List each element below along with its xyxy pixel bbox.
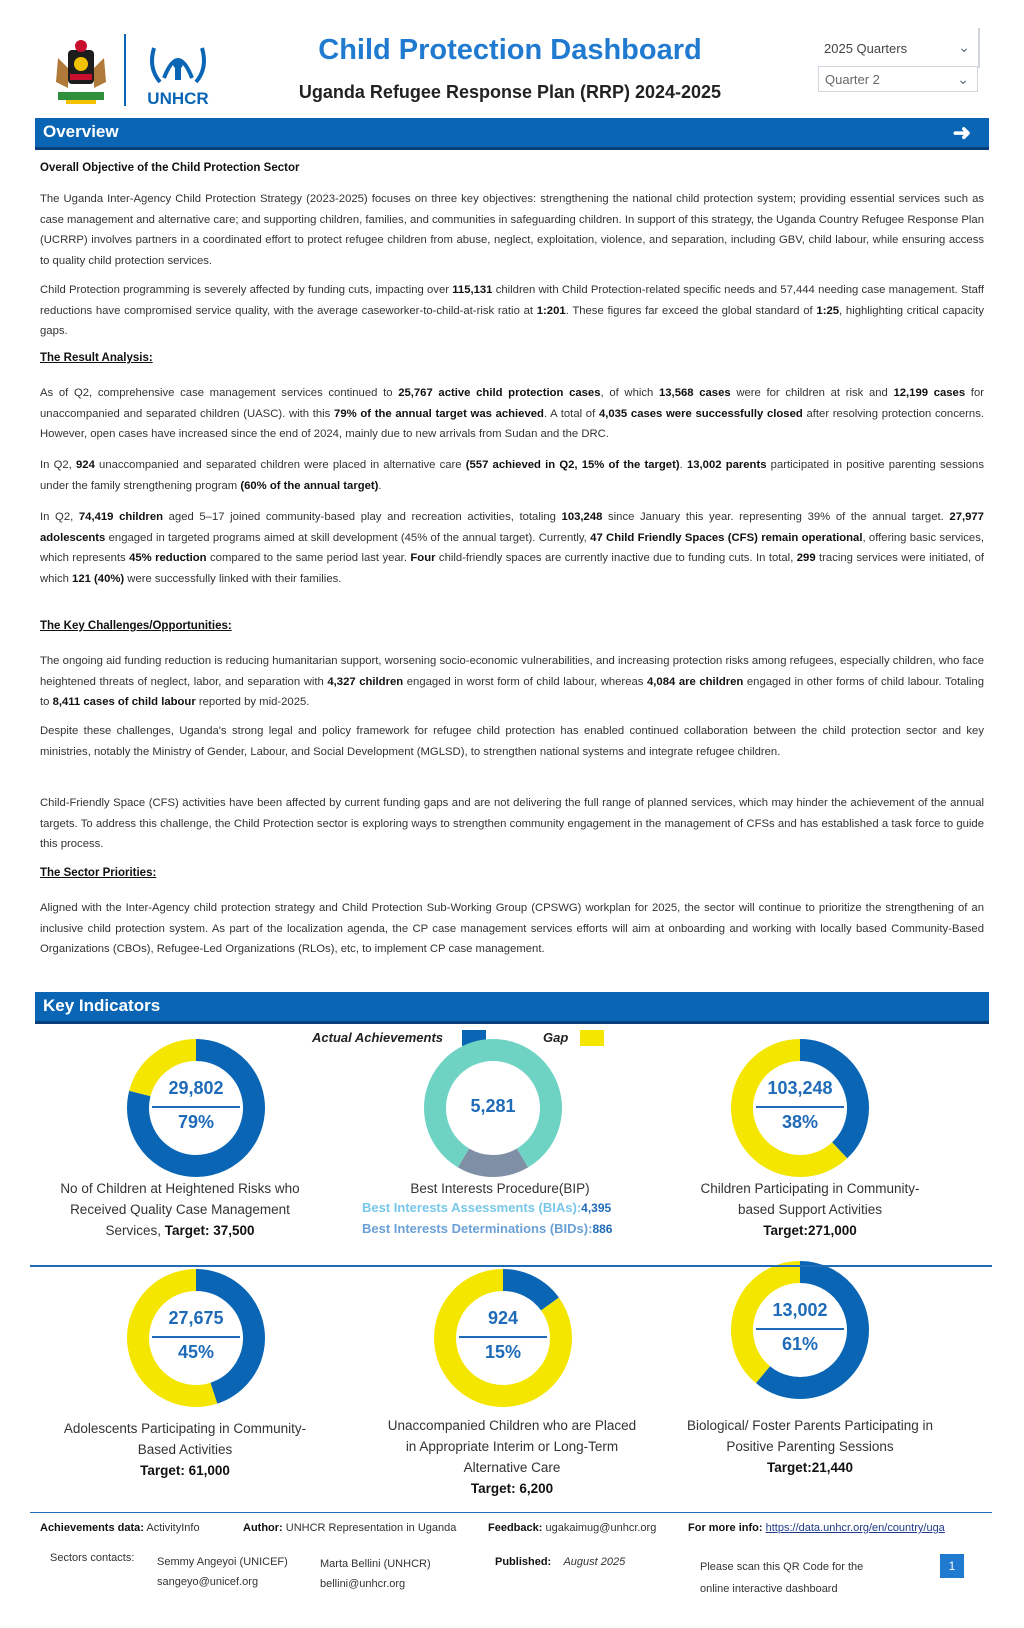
uganda-coat-of-arms-icon (50, 38, 112, 106)
text-bold: 1:25 (816, 304, 840, 317)
result-paragraph-2 (40, 455, 984, 496)
donut-indicator-6 (720, 1250, 880, 1410)
text-bold: 27,977 adolescents (40, 511, 984, 544)
text-bold: 1:201 (536, 304, 566, 317)
bid-label: Best Interests Determinations (BIDs): (362, 1221, 593, 1236)
donut-svg (116, 1258, 276, 1418)
footer-label: Feedback: (488, 1522, 543, 1534)
challenges-paragraph-3: Child-Friendly Space (CFS) activities have been affected by current funding gaps and are not delivering the full range of planned services, which may hinder the achievement of the annual targets. To address this challenge, the Child Protection sector is exploring ways to strengthen community engagement in the management of CFSs and has established a task force to guide this process. (40, 797, 984, 850)
bia-label: Best Interests Assessments (BIAs): (362, 1200, 582, 1215)
more-info (688, 1522, 945, 1534)
text: after resolving protection concerns. However, open cases have increased since the end of 2024, mainly due to new arrivals from Sudan and the DRC. (40, 407, 984, 440)
donut-value: 5,281 (470, 1096, 516, 1116)
bid-line (362, 1221, 612, 1236)
text-bold: 74,419 children (78, 511, 164, 523)
footer-value[interactable]: ugakaimug@unhcr.org (545, 1522, 657, 1534)
donut-value: 29,802 (168, 1078, 224, 1098)
donut-indicator-1 (116, 1028, 276, 1188)
text: reported by mid-2025. (195, 696, 310, 708)
indicator-6-caption (660, 1415, 960, 1478)
logo-divider (124, 34, 126, 106)
donut-value: 27,675 (168, 1308, 224, 1328)
text: aged 5–17 joined community-based play and recreation activities, totaling (163, 511, 562, 523)
caption-line: Biological/ Foster Parents Participating in (686, 1418, 934, 1433)
text: child-friendly spaces are currently inactive due to funding cuts. In total, (435, 552, 797, 564)
text: were for children at risk and (730, 387, 894, 399)
unhcr-laurel-icon (140, 38, 216, 88)
text: , offering basic services, which represents (40, 531, 984, 564)
caption-line: Adolescents Participating in Community- (63, 1421, 307, 1436)
overview-section-title: Overview (43, 122, 119, 141)
bia-line (362, 1200, 611, 1215)
feedback (488, 1522, 656, 1534)
result-paragraph-3 (40, 507, 984, 589)
donut-svg (116, 1028, 276, 1188)
footer-label: Published: (495, 1556, 552, 1568)
text-bold: 13,568 cases (658, 387, 731, 399)
target-value: 6,200 (519, 1481, 554, 1496)
donut-achieved-segment (800, 1050, 858, 1150)
key-indicators-title: Key Indicators (43, 996, 161, 1015)
donut-divider (459, 1336, 547, 1338)
footer-label: Achievements data: (40, 1522, 144, 1534)
text-bold: 4,327 children (327, 675, 404, 688)
donut-value: 13,002 (772, 1300, 828, 1320)
caption-line: No of Children at Heightened Risks who (60, 1181, 300, 1196)
text-bold: 924 (76, 459, 95, 471)
donut-divider (152, 1336, 240, 1338)
donut-indicator-3 (720, 1028, 880, 1188)
text: . A total of (543, 407, 599, 420)
text: . (679, 459, 687, 471)
donut-divider (756, 1328, 844, 1330)
objective-heading: Overall Objective of the Child Protection Sector (40, 162, 300, 174)
donut-value: 924 (487, 1308, 519, 1328)
contact-email[interactable]: sangeyo@unicef.org (157, 1576, 259, 1588)
footer-value: ActivityInfo (146, 1522, 200, 1534)
donut-svg (720, 1028, 880, 1188)
qr-note (700, 1556, 863, 1600)
donut-divider (152, 1106, 240, 1108)
footer-label: Author: (243, 1522, 283, 1534)
text: As of Q2, comprehensive case management services continued to (40, 387, 399, 399)
text-bold: 4,084 are children (646, 675, 744, 688)
donut-indicator-5 (423, 1258, 583, 1418)
arrow-right-icon[interactable]: ➜ (952, 120, 971, 145)
result-heading: The Result Analysis: (40, 352, 153, 364)
contact-2 (320, 1554, 431, 1594)
donut-achieved-segment (503, 1280, 550, 1304)
donut-percent: 45% (177, 1342, 215, 1362)
unhcr-logo-text: UNHCR (147, 89, 209, 108)
target-value: 61,000 (188, 1463, 230, 1478)
qr-note-line: Please scan this QR Code for the (700, 1561, 864, 1573)
key-indicators-section-bar (35, 992, 989, 1024)
text-bold: (60% of the annual target) (240, 479, 379, 492)
contact-name: Marta Bellini (UNHCR) (320, 1558, 431, 1570)
indicators-divider (30, 1265, 992, 1267)
footer-divider (30, 1512, 992, 1513)
text-bold: 45% reduction (129, 552, 207, 564)
objective-paragraph: The Uganda Inter-Agency Child Protection Strategy (2023-2025) focuses on three key objectives: strengthening the national child protection system; providing essential services such as case management and alternative care; and supporting children, families, and communities in safeguarding children. In support of this strategy, the Uganda Country Refugee Response Plan (UCRRP) involves partners in a coordinated effort to protect refugee children from abuse, neglect, exploitation, violence, and separation, including GBV, child labour, while ensuring access to quality child protection services. (40, 193, 984, 267)
donut-gap-segment (138, 1280, 214, 1396)
author (243, 1522, 456, 1534)
text-bold: 8,411 cases of child labour (52, 696, 196, 708)
donut-gap-segment (742, 1272, 800, 1375)
footer-value: August 2025 (563, 1556, 626, 1568)
donut-percent: 61% (781, 1334, 819, 1354)
caption-line: Services, (105, 1223, 165, 1238)
text: for unaccompanied and separated children (UASC). with this (40, 387, 984, 420)
challenges-heading: The Key Challenges/Opportunities: (40, 620, 232, 632)
text-bold: 12,199 cases (893, 387, 966, 399)
caption-line: Received Quality Case Management (70, 1202, 290, 1217)
caption-line: Children Participating in Community- (700, 1181, 920, 1196)
overview-section-bar[interactable] (35, 118, 989, 150)
text: engaged in worst form of child labour, whereas (403, 675, 647, 688)
text: . These figures far exceed the global standard of (565, 304, 817, 317)
target-label: Target: (766, 1460, 812, 1475)
text: Child Protection programming is severely affected by funding cuts, impacting over (40, 284, 453, 296)
text-bold: 115,131 (452, 284, 493, 296)
qr-note-line: online interactive dashboard (700, 1583, 838, 1595)
quarter-select[interactable] (818, 66, 978, 92)
donut-other-segment (463, 1158, 522, 1166)
target-label: Target: (763, 1223, 808, 1238)
donut-percent: 38% (781, 1112, 819, 1132)
text: , highlighting critical capacity gaps. (40, 304, 984, 337)
dashboard-header (0, 0, 1024, 118)
footer-label: For more info: (688, 1522, 763, 1534)
sector-contacts-label: Sectors contacts: (50, 1552, 135, 1564)
contact-name: Semmy Angeyoi (UNICEF) (157, 1556, 288, 1568)
target-value: 21,440 (811, 1460, 854, 1475)
quarters-filter[interactable] (818, 35, 978, 61)
filter-scrollbar[interactable] (978, 28, 980, 68)
target-label: Target: (164, 1223, 210, 1238)
indicator-4-caption (30, 1418, 340, 1481)
legend-gap-swatch (580, 1030, 604, 1046)
text-bold: 47 Child Friendly Spaces (CFS) remain operational (590, 531, 863, 544)
text: The ongoing aid funding reduction is reducing humanitarian support, worsening socio-economic vulnerabilities, and increasing protection risks among refugees, especially children, who face heightened threats of neglect, labor, and separation with (40, 655, 984, 688)
text-bold: 13,002 parents (686, 459, 767, 471)
page-title: Child Protection Dashboard (318, 34, 702, 66)
published (495, 1556, 625, 1568)
donut-indicator-4 (116, 1258, 276, 1418)
more-info-link[interactable]: https://data.unhcr.org/en/country/uga (765, 1522, 945, 1534)
indicator-2-caption (350, 1178, 650, 1199)
funding-paragraph (40, 280, 984, 342)
text: engaged in targeted programs aimed at skill development (45% of the annual target). Currently, (105, 531, 591, 544)
caption-line: based Support Activities (737, 1202, 883, 1217)
page-number-badge: 1 (940, 1554, 964, 1578)
text-bold: 4,035 cases were successfully closed (598, 407, 803, 420)
donut-percent: 79% (177, 1112, 215, 1132)
contact-email[interactable]: bellini@unhcr.org (320, 1578, 406, 1590)
unhcr-logo (140, 38, 216, 108)
achievements-data (40, 1522, 200, 1534)
quarter-select-value: Quarter 2 (825, 71, 880, 87)
caption-line: Alternative Care (463, 1460, 561, 1475)
text-bold: 79% of the annual target was achieved (334, 407, 544, 420)
caption-line: Positive Parenting Sessions (726, 1439, 894, 1454)
caption-line: Best Interests Procedure(BIP) (410, 1181, 590, 1196)
target-label: Target: (140, 1463, 185, 1478)
chevron-down-icon: ⌄ (957, 71, 969, 87)
target-label: Target: (470, 1481, 516, 1496)
text: were successfully linked with their families. (124, 572, 342, 585)
text: participated in positive parenting sessions under the family strengthening program (40, 459, 984, 492)
target-value: 271,000 (807, 1223, 857, 1238)
text: , of which (600, 387, 659, 399)
priorities-paragraph: Aligned with the Inter-Agency child protection strategy and Child Protection Sub-Working Group (CPSWG) workplan for 2025, the sector will continue to prioritize the strengthening of an inclusive child protection system. As part of the localization agenda, the CP case management services efforts will aim at onboarding and working with locally based Community-Based Organizations (CBOs), Refugee-Led Organizations (RLOs), etc, to implement CP case management. (40, 902, 984, 955)
chevron-down-icon: ⌄ (958, 39, 970, 55)
priorities-heading: The Sector Priorities: (40, 867, 157, 879)
text: since January this year. representing 39% of the annual target. (602, 511, 950, 523)
legend-gap-label: Gap (543, 1030, 569, 1045)
indicator-3-caption (660, 1178, 960, 1241)
donut-percent: 15% (484, 1342, 522, 1362)
text: engaged in other forms of child labour. Totaling to (40, 675, 984, 708)
text-bold: 121 (40%) (72, 572, 125, 585)
donut-indicator-2 (413, 1028, 573, 1188)
challenges-paragraph-1 (40, 651, 984, 713)
challenges-paragraph-2: Despite these challenges, Uganda's strong legal and policy framework for refugee child protection has enabled continued collaboration between the child protection sector and key ministries, notably the Ministry of Gender, Labour, and Social Development (MGLSD), to strengthen national systems and integrate refugee children. (40, 725, 984, 758)
donut-svg (720, 1250, 880, 1410)
text: . (378, 479, 382, 492)
target-value: 37,500 (213, 1223, 255, 1238)
contact-1 (157, 1552, 288, 1592)
text-bold: 25,767 active child protection cases (398, 387, 601, 399)
text: children with Child Protection-related specific needs and 57,444 needing case management. Staff reductions have compromised service quality, with the average caseworker-to-child-at-risk ratio at (40, 284, 984, 317)
caption-line: Unaccompanied Children who are Placed (387, 1418, 637, 1433)
text: unaccompanied and separated children were placed in alternative care (94, 459, 466, 471)
donut-svg (423, 1258, 583, 1418)
donut-value: 103,248 (767, 1078, 833, 1098)
indicator-5-caption (362, 1415, 662, 1499)
donut-achieved-segment (763, 1272, 858, 1388)
caption-line: Based Activities (137, 1442, 233, 1457)
text: tracing services were initiated, of which (40, 552, 985, 585)
footer-value: UNHCR Representation in Uganda (285, 1522, 457, 1534)
donut-divider (756, 1106, 844, 1108)
quarters-filter-label: 2025 Quarters (824, 40, 908, 56)
text-bold: 103,248 (561, 511, 603, 523)
legend-actual-label: Actual Achievements (312, 1030, 444, 1045)
page-subtitle: Uganda Refugee Response Plan (RRP) 2024-2025 (298, 82, 722, 102)
text-bold: (557 achieved in Q2, 15% of the target) (465, 459, 680, 471)
result-paragraph-1 (40, 383, 984, 445)
text: compared to the same period last year. (206, 552, 411, 564)
text: In Q2, (40, 511, 79, 523)
bia-value: 4,395 (581, 1201, 612, 1215)
caption-line: in Appropriate Interim or Long-Term (405, 1439, 619, 1454)
text: In Q2, (40, 459, 76, 471)
indicator-1-caption (30, 1178, 330, 1241)
text-bold: 299 (796, 552, 816, 564)
text-bold: Four (410, 552, 436, 564)
bid-value: 886 (592, 1222, 613, 1236)
